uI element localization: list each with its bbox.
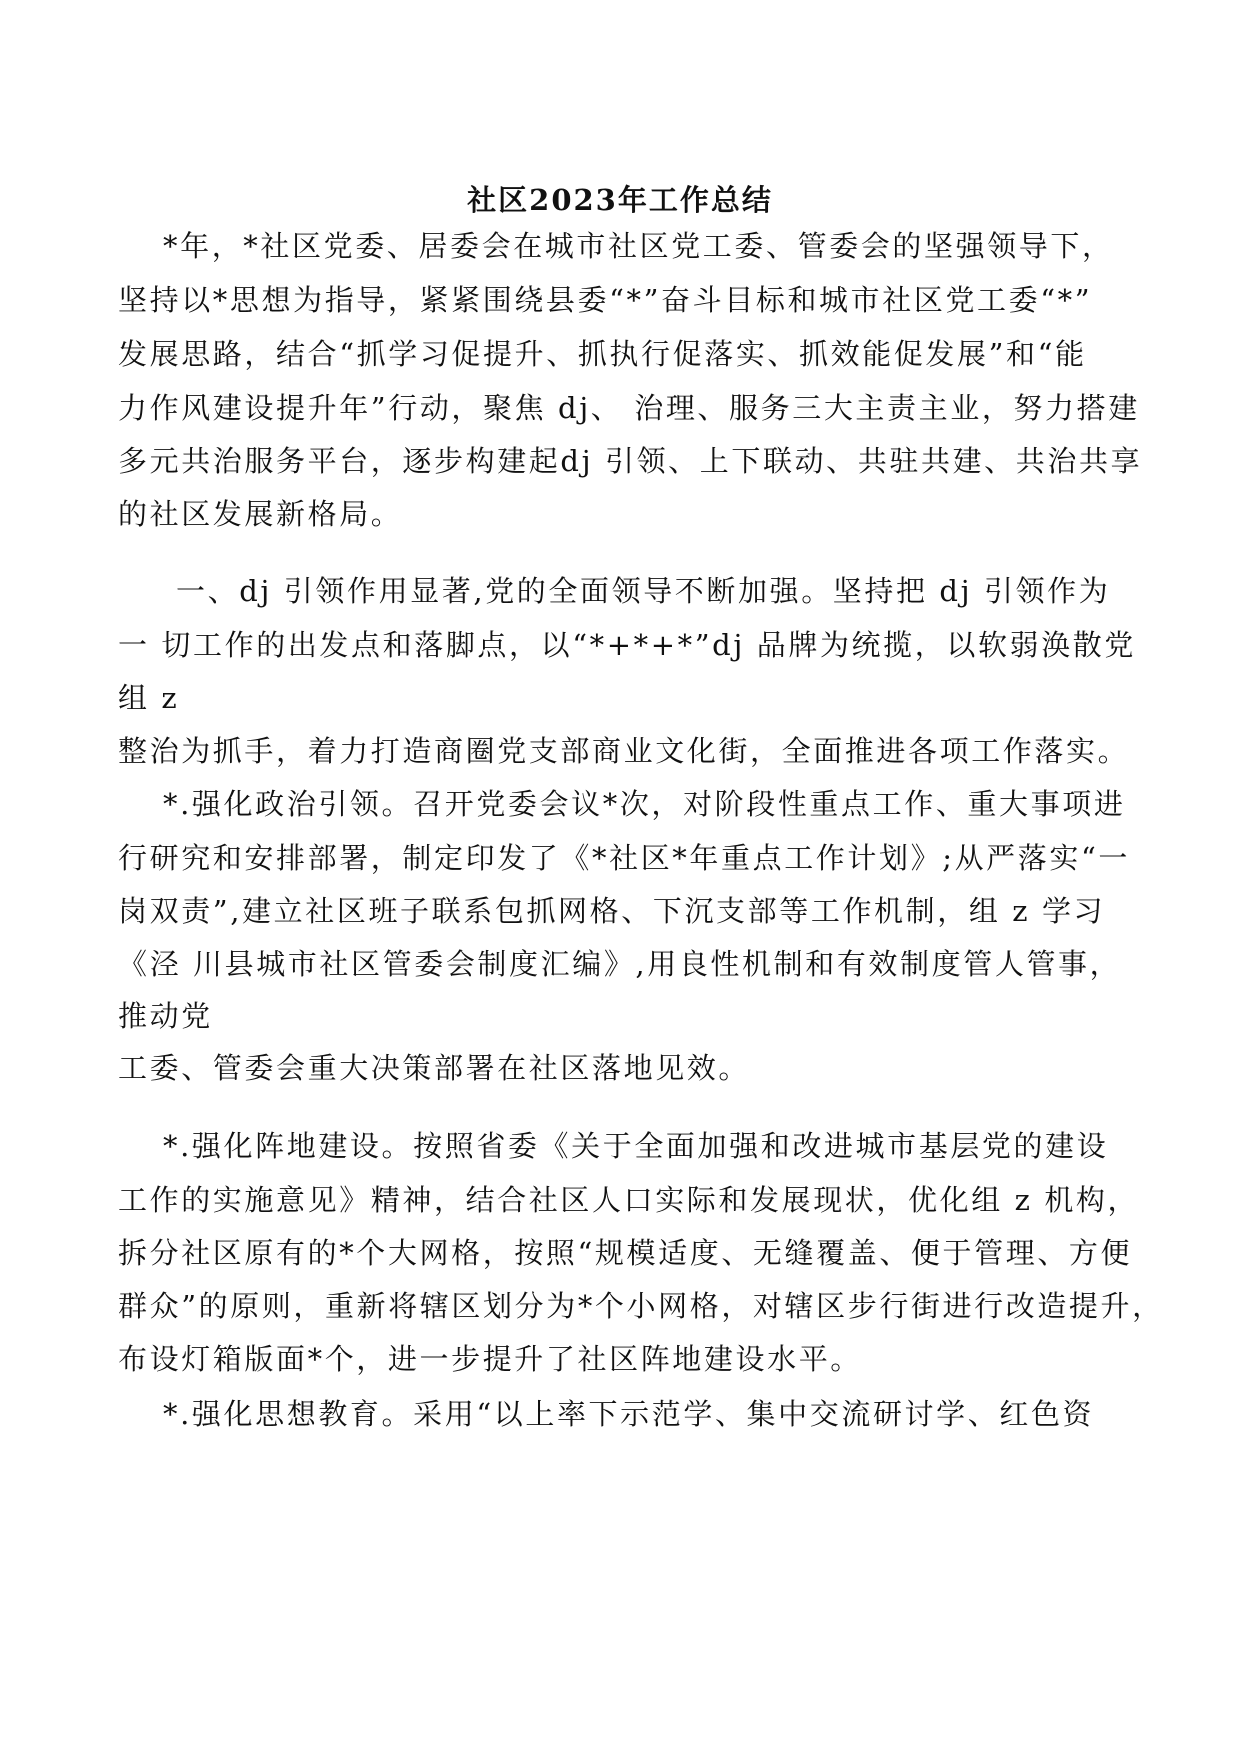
paragraph-line: 一 切工作的出发点和落脚点，以“*+*+*”dj 品牌为统揽，以软弱涣散党 <box>118 628 1136 662</box>
paragraph-line: 群众”的原则，重新将辖区划分为*个小网格，对辖区步行街进行改造提升， <box>118 1289 1164 1323</box>
document-title: 社区2023年工作总结 <box>467 183 773 217</box>
paragraph-line: 推动党 <box>118 999 213 1033</box>
paragraph-line: 整治为抓手，着力打造商圈党支部商业文化街，全面推进各项工作落实。 <box>118 734 1130 768</box>
paragraph-line: 《泾 川县城市社区管委会制度汇编》,用良性机制和有效制度管人管事， <box>118 947 1122 981</box>
paragraph-line: 一、dj 引领作用显著,党的全面领导不断加强。坚持把 dj 引领作为 <box>176 574 1111 608</box>
paragraph-line: *.强化阵地建设。按照省委《关于全面加强和改进城市基层党的建设 <box>163 1129 1109 1163</box>
paragraph-line: *.强化思想教育。采用“以上率下示范学、集中交流研讨学、红色资 <box>163 1397 1095 1431</box>
paragraph-line: *年，*社区党委、居委会在城市社区党工委、管委会的坚强领导下， <box>163 229 1114 263</box>
paragraph-line: 岗双责”,建立社区班子联系包抓网格、下沉支部等工作机制，组 z 学习 <box>118 894 1106 928</box>
paragraph-line: 的社区发展新格局。 <box>118 497 403 531</box>
paragraph-line: 力作风建设提升年”行动，聚焦 dj、 治理、服务三大主责主业，努力搭建 <box>118 391 1140 425</box>
paragraph-line: 多元共治服务平台，逐步构建起dj 引领、上下联动、共驻共建、共治共享 <box>118 444 1143 478</box>
paragraph-line: 发展思路，结合“抓学习促提升、抓执行促落实、抓效能促发展”和“能 <box>118 337 1087 371</box>
paragraph-line: 行研究和安排部署，制定印发了《*社区*年重点工作计划》;从严落实“一 <box>118 841 1130 875</box>
paragraph-line: *.强化政治引领。召开党委会议*次，对阶段性重点工作、重大事项进 <box>163 787 1126 821</box>
paragraph-line: 组 z <box>118 681 180 715</box>
paragraph-line: 布设灯箱版面*个，进一步提升了社区阵地建设水平。 <box>118 1342 862 1376</box>
paragraph-line: 工作的实施意见》精神，结合社区人口实际和发展现状，优化组 z 机构， <box>118 1183 1140 1217</box>
paragraph-line: 工委、管委会重大决策部署在社区落地见效。 <box>118 1051 751 1085</box>
paragraph-line: 拆分社区原有的*个大网格，按照“规模适度、无缝覆盖、便于管理、方便 <box>118 1236 1133 1270</box>
paragraph-line: 坚持以*思想为指导，紧紧围绕县委“*”奋斗目标和城市社区党工委“*” <box>118 283 1093 317</box>
